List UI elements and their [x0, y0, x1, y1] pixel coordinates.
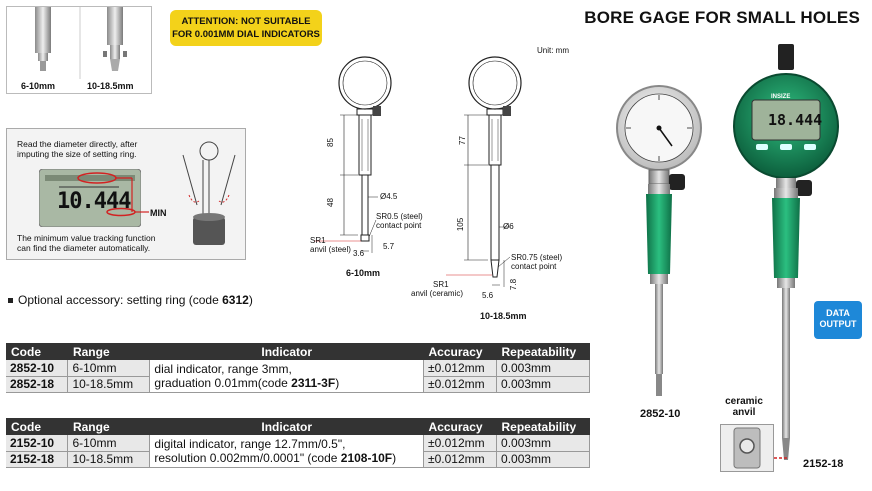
dia-6: Ø6 — [503, 222, 514, 231]
probe-thumbnails — [6, 6, 152, 94]
optional-accessory: Optional accessory: setting ring (code 6312) — [8, 293, 253, 307]
min-tracking-feature-box — [6, 128, 246, 260]
ceramic-anvil-inset — [720, 424, 774, 472]
row-range: 10-18.5mm — [68, 451, 150, 467]
probe-caption-10-18: 10-18.5mm — [87, 81, 134, 91]
page-title: BORE GAGE FOR SMALL HOLES — [584, 8, 860, 27]
attention-line-1: ATTENTION: NOT SUITABLE — [181, 16, 311, 27]
lcd-value: 10.444 — [57, 189, 131, 214]
dim-3-6: 3.6 — [353, 249, 365, 258]
row-range: 6-10mm — [68, 435, 150, 451]
data-output-badge: DATA OUTPUT — [814, 301, 862, 339]
dim-77: 77 — [457, 136, 467, 145]
sr1-steel-label: SR1 anvil (steel) — [310, 236, 351, 254]
feature-tracking-text: The minimum value tracking function can find the diameter automatically. — [17, 233, 156, 253]
brand-logo: INSIZE — [771, 94, 791, 100]
probe-caption-6-10: 6-10mm — [21, 81, 56, 91]
row-code: 2852-10 — [6, 360, 68, 376]
sr075-label: SR0.75 (steel) contact point — [511, 253, 563, 271]
table-header — [6, 418, 590, 435]
table-header — [6, 343, 590, 360]
header-code: Code — [6, 343, 68, 360]
row-accuracy: ±0.012mm — [424, 451, 497, 467]
dim-105: 105 — [456, 217, 466, 232]
min-label: MIN — [150, 208, 167, 218]
drawing-caption-10-18: 10-18.5mm — [480, 311, 527, 321]
row-repeatability: 0.003mm — [497, 376, 590, 392]
accessory-code: 6312 — [222, 293, 249, 307]
header-repeatability: Repeatability — [497, 418, 590, 435]
header-accuracy: Accuracy — [424, 343, 497, 360]
row-accuracy: ±0.012mm — [424, 360, 497, 376]
dim-85: 85 — [325, 138, 335, 147]
model-label-2152-18: 2152-18 — [803, 458, 844, 470]
header-indicator: Indicator — [150, 418, 424, 435]
row-code: 2152-10 — [6, 435, 68, 451]
table-row — [6, 360, 590, 376]
digital-display-value: 18.444 — [768, 111, 823, 129]
sr1-ceramic-label: SR1 anvil (ceramic) — [411, 280, 464, 298]
row-code: 2152-18 — [6, 451, 68, 467]
drawing-caption-6-10: 6-10mm — [346, 268, 381, 278]
header-indicator: Indicator — [150, 343, 424, 360]
header-range: Range — [68, 418, 150, 435]
dial-bore-gage-image — [612, 78, 722, 404]
row-accuracy: ±0.012mm — [424, 435, 497, 451]
probe-tips-image — [7, 7, 153, 79]
unit-label: Unit: mm — [537, 46, 569, 55]
table-row — [6, 435, 590, 451]
dia-4-5: Ø4.5 — [380, 192, 398, 201]
header-code: Code — [6, 418, 68, 435]
header-accuracy: Accuracy — [424, 418, 497, 435]
row-code: 2852-18 — [6, 376, 68, 392]
setting-ring-illustration — [169, 135, 243, 255]
bullet-icon — [8, 298, 13, 303]
attention-line-2: FOR 0.001MM DIAL INDICATORS — [172, 29, 320, 40]
row-indicator: dial indicator, range 3mm, graduation 0.01mm(code 2311-3F) — [150, 360, 424, 392]
attention-banner — [170, 10, 322, 46]
header-range: Range — [68, 343, 150, 360]
row-indicator: digital indicator, range 12.7mm/0.5", resolution 0.002mm/0.0001" (code 2108-10F) — [150, 435, 424, 467]
sr05-label: SR0.5 (steel) contact point — [376, 212, 423, 230]
dim-48: 48 — [325, 198, 335, 207]
row-range: 10-18.5mm — [68, 376, 150, 392]
row-repeatability: 0.003mm — [497, 451, 590, 467]
spec-table-dial — [6, 343, 590, 393]
dim-7-8: 7.8 — [509, 278, 519, 291]
dim-5-7: 5.7 — [383, 242, 395, 251]
row-accuracy: ±0.012mm — [424, 376, 497, 392]
row-repeatability: 0.003mm — [497, 435, 590, 451]
row-repeatability: 0.003mm — [497, 360, 590, 376]
feature-read-text: Read the diameter directly, after imputing the size of setting ring. — [17, 139, 138, 159]
ceramic-anvil-label: ceramic anvil — [725, 396, 763, 418]
row-range: 6-10mm — [68, 360, 150, 376]
header-repeatability: Repeatability — [497, 343, 590, 360]
spec-table-digital — [6, 418, 590, 468]
dim-5-6: 5.6 — [482, 291, 494, 300]
model-label-2852-10: 2852-10 — [640, 408, 681, 420]
